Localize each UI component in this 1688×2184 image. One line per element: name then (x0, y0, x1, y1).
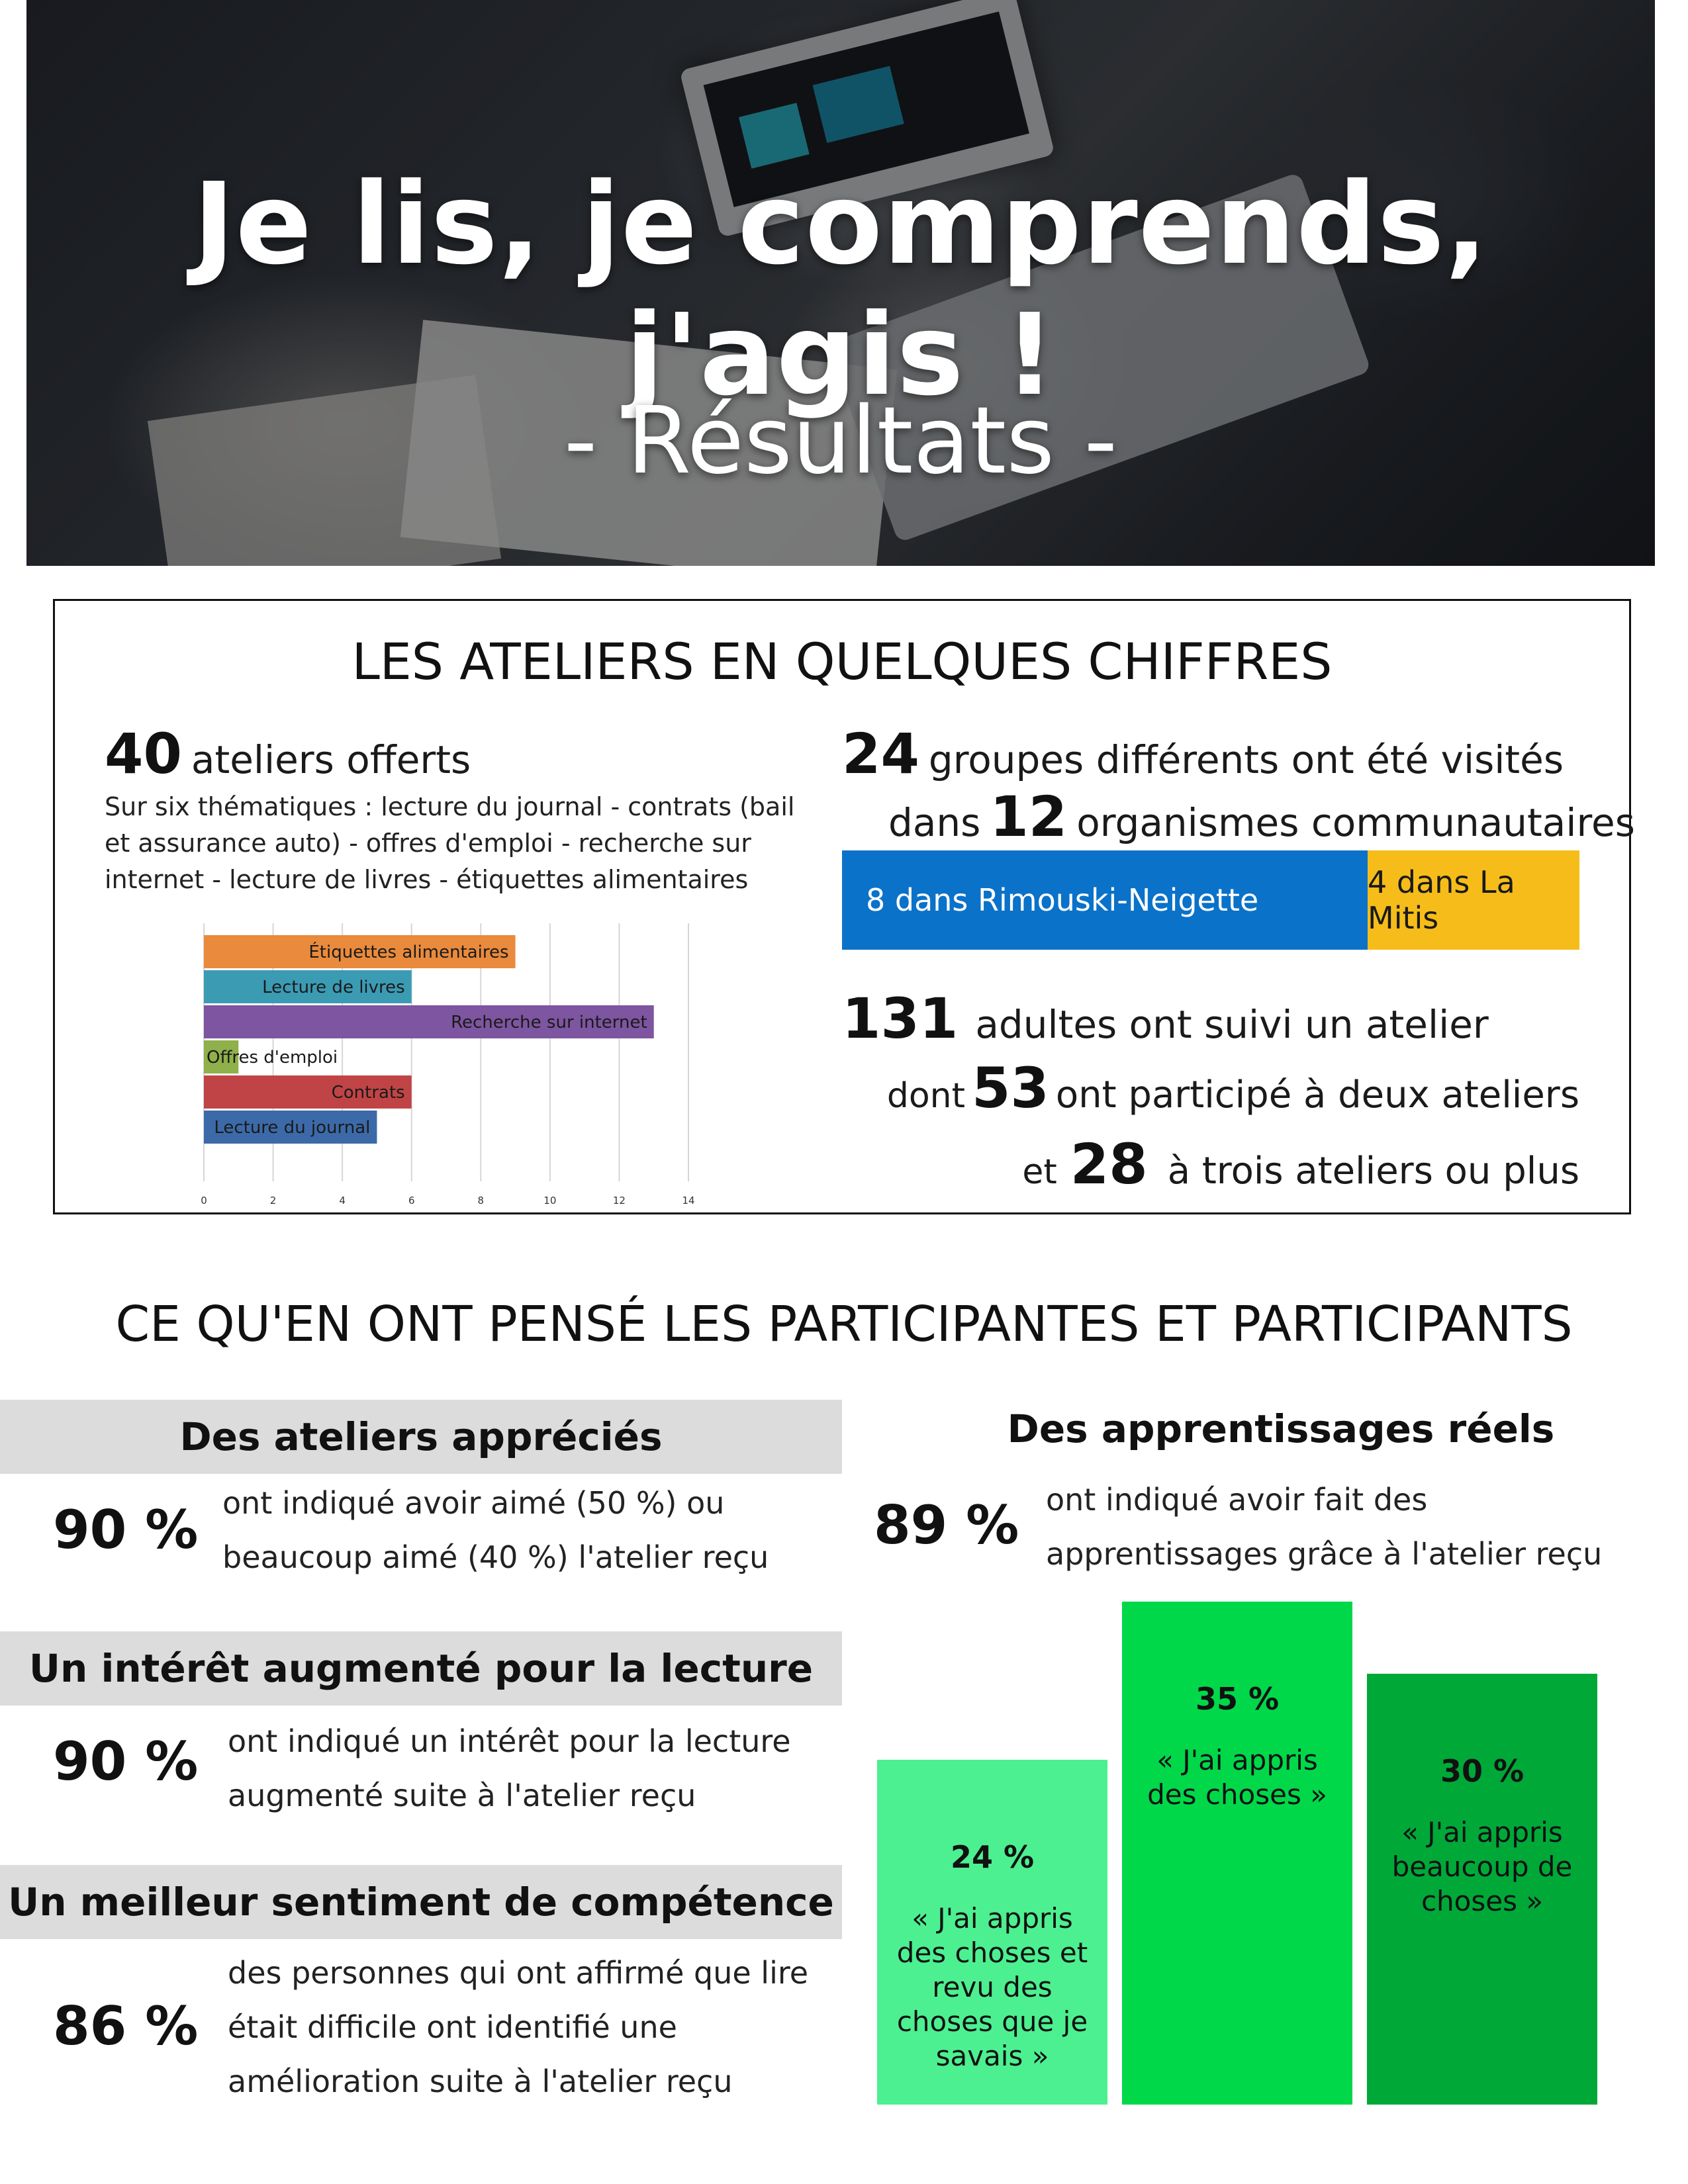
themes-bar-chart (192, 917, 708, 1214)
organismes-label: organismes communautaires (1076, 800, 1635, 845)
text-competence: des personnes qui ont affirmé que lire était difficile ont identifié une amélioration suite à l'atelier reçu (228, 1955, 809, 2099)
x-tick-label: 0 (201, 1195, 207, 1206)
bar-label: Étiquettes alimentaires (308, 942, 509, 962)
section-title-apprentissages: Des apprentissages réels (1007, 1406, 1555, 1451)
trois-ateliers-stat (1022, 1132, 1579, 1197)
bar-label: Lecture du journal (214, 1118, 371, 1138)
learning-bar-chart (861, 1602, 1622, 2105)
bar-label: Offres d'emploi (207, 1048, 338, 1068)
x-tick-label: 10 (543, 1195, 557, 1206)
bar-label: Lecture de livres (262, 978, 405, 997)
learning-bar (877, 1760, 1107, 2105)
adultes-stat (842, 986, 1489, 1051)
groupes-label: groupes différents ont été visités (928, 737, 1564, 782)
text-interet: ont indiqué un intérêt pour la lecture augmenté suite à l'atelier reçu (228, 1723, 791, 1813)
x-tick-label: 8 (477, 1195, 485, 1206)
x-tick-label: 6 (408, 1195, 415, 1206)
percent-interet: 90 % (53, 1731, 199, 1792)
deux-ateliers-stat (887, 1056, 1579, 1120)
learning-bar-label: « J'ai appris des choses et revu des choses que je savais » (896, 1902, 1088, 2072)
groupes-number: 24 (842, 721, 919, 786)
text-apprecies: ont indiqué avoir aimé (50 %) ou beaucoup aimé (40 %) l'atelier reçu (222, 1485, 769, 1575)
x-tick-label: 4 (339, 1195, 346, 1206)
ateliers-number: 40 (105, 721, 182, 786)
text-apprentissages: ont indiqué avoir fait des apprentissages grâce à l'atelier reçu (1046, 1482, 1603, 1572)
learning-bar-value: 30 % (1440, 1753, 1524, 1789)
stats-heading: LES ATELIERS EN QUELQUES CHIFFRES (352, 632, 1333, 691)
learning-bar (1122, 1602, 1352, 2105)
x-tick-label: 12 (612, 1195, 626, 1206)
deux-ateliers-label: ont participé à deux ateliers (1055, 1073, 1579, 1116)
organismes-prefix: dans (888, 800, 981, 845)
learning-bar-value: 24 % (950, 1839, 1035, 1875)
x-tick-label: 14 (682, 1195, 695, 1206)
dont-prefix: dont (886, 1076, 965, 1116)
section-title-competence: Un meilleur sentiment de compétence (0, 1865, 842, 1939)
adultes-label: adultes ont suivi un atelier (975, 1002, 1489, 1047)
trois-ateliers-number: 28 (1070, 1132, 1148, 1197)
percent-competence: 86 % (53, 1995, 199, 2057)
section-title-apprecies: Des ateliers appréciés (0, 1400, 842, 1474)
percent-apprecies: 90 % (53, 1499, 199, 1561)
region-mitis-segment: 4 dans La Mitis (1368, 850, 1579, 950)
region-split-bar (842, 850, 1579, 950)
bar-label: Contrats (331, 1083, 405, 1103)
opinions-heading: CE QU'EN ONT PENSÉ LES PARTICIPANTES ET PARTICIPANTS (115, 1296, 1573, 1353)
organismes-number: 12 (990, 784, 1068, 849)
adultes-number: 131 (842, 986, 959, 1051)
learning-bar-value: 35 % (1195, 1681, 1280, 1717)
x-tick-label: 2 (269, 1195, 277, 1206)
organismes-stat (888, 784, 1635, 849)
hero-banner (26, 0, 1655, 566)
trois-ateliers-label: à trois ateliers ou plus (1167, 1150, 1579, 1193)
learning-bar-label: « J'ai appris des choses » (1147, 1744, 1327, 1811)
groupes-stat (842, 721, 1564, 786)
page-title: Je lis, je comprends, j'agis ! (193, 159, 1489, 421)
et-prefix: et (1022, 1152, 1057, 1192)
ateliers-label: ateliers offerts (191, 737, 471, 782)
percent-apprentissages: 89 % (874, 1494, 1019, 1556)
page-subtitle: - Résultats - (563, 387, 1118, 495)
bar-label: Recherche sur internet (451, 1013, 647, 1032)
ateliers-description: Sur six thématiques : lecture du journal - contrats (bail et assurance auto) - offres d'emploi - recherche sur internet - lecture de livres - étiquettes alimentaires (105, 792, 795, 894)
region-rimouski-segment: 8 dans Rimouski-Neigette (842, 850, 1368, 950)
section-title-interet: Un intérêt augmenté pour la lecture (0, 1631, 842, 1706)
learning-bar (1367, 1674, 1597, 2105)
ateliers-stat (105, 721, 471, 786)
deux-ateliers-number: 53 (971, 1056, 1049, 1120)
learning-bar-label: « J'ai appris beaucoup de choses » (1391, 1816, 1573, 1917)
